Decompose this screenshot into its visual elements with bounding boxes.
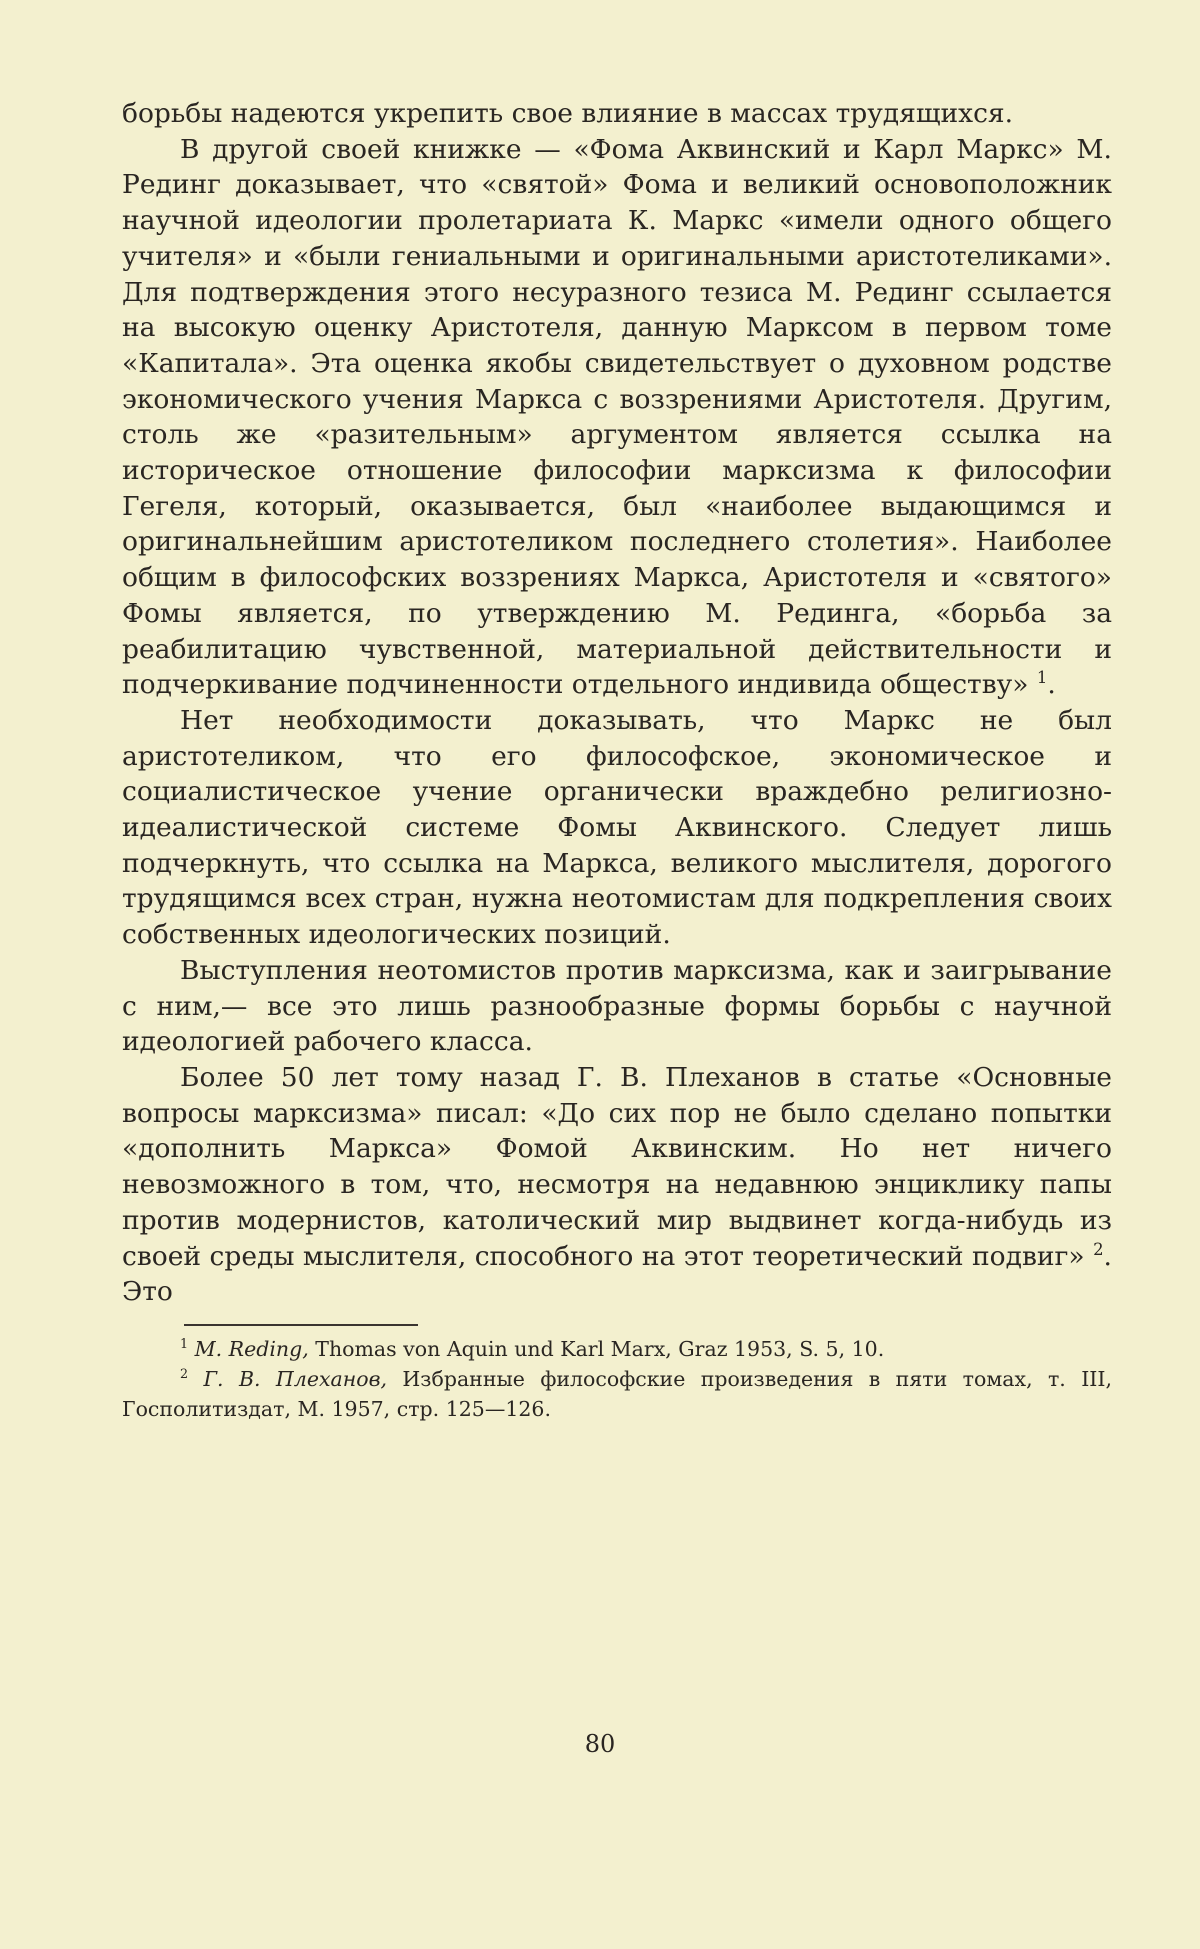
footnote-2-text: Избранные философские произведения в пяти томах, т. III, Госполитиздат, М. 1957, стр. 125—126.	[122, 1366, 1112, 1421]
footnote-1	[122, 1334, 1112, 1364]
paragraph-5-text: Более 50 лет тому назад Г. В. Плеханов в статье «Основные вопросы марксизма» писал: «До сих пор не было сделано попытки «дополнить Маркса» Фомой Аквинским. Но нет ничего невозможного в том, что, несмотря на недавнюю энциклику папы против модернистов, католический мир выдвинет когда-нибудь из своей среды мыслителя, способного на этот теоретический подвиг»	[122, 1061, 1112, 1272]
paragraph-4	[122, 953, 1112, 1060]
footnote-1-number: 1	[180, 1336, 189, 1352]
body-text	[122, 96, 1112, 1310]
paragraph-2: В другой своей книжке — «Фома Аквинский и Карл Маркс» М. Рединг доказывает, что «святой» Фома и великий основоположник научной идеологии пролетариата К. Маркс «имели одного общего учителя» и «были гениальными и оригинальными аристотеликами». Для подтверждения этого несуразного тезиса М. Рединг ссылается на высокую оценку Аристотеля, данную Марксом в первом томе «Капитала». Эта оценка якобы свидетельствует о духовном родстве экономического учения Маркса с воззрениями Аристотеля. Другим, столь же «разительным» аргументом является ссылка на историческое отношение философии марксизма к философии Гегеля, который, оказывается, был «наиболее выдающимся и оригинальнейшим аристотеликом последнего столетия». Наиболее общим в философских воззрениях Маркса, Аристотеля и «святого» Фомы является, по утверждению М. Рединга, «борьба за реабилитацию чувственной, материальной действительности и подчеркивание подчиненности отдельного индивида обществу» $^1$.	[122, 133, 1112, 701]
footnote-ref-2: 2	[1093, 1239, 1104, 1259]
footnote-ref-1: 1	[1036, 668, 1048, 688]
footnote-2-number: 2	[180, 1366, 189, 1382]
paragraph-2-text: В другой своей книжке — «Фома Аквинский и Карл Маркс» М. Рединг доказывает, что «святой» Фома и великий основоположник научной идеологии пролетариата К. Маркс «имели одного общего учителя» и «были гениальными и оригинальными аристотеликами». Для подтверждения этого несуразного тезиса М. Рединг ссылается на высокую оценку Аристотеля, данную Марксом в первом томе «Капитала». Эта оценка якобы свидетельствует о духовном родстве экономического учения Маркса с воззрениями Аристотеля. Другим, столь же «разительным» аргументом является ссылка на историческое отношение философии марксизма к философии Гегеля, который, оказывается, был «наиболее выдающимся и оригинальнейшим аристотеликом последнего столетия». Наиболее общим в философских воззрениях Маркса, Аристотеля и «святого» Фомы является, по утверждению М. Рединга, «борьба за реабилитацию чувственной, материальной действительности и подчеркивание подчиненности отдельного индивида обществу»	[122, 133, 1112, 701]
paragraph-1-text: борьбы надеются укрепить свое влияние в массах трудящихся.	[122, 98, 1014, 129]
footnote-divider	[184, 1324, 418, 1326]
footnote-1-author: M. Reding,	[194, 1336, 309, 1361]
paragraph-5-tail: . Это	[122, 1240, 1112, 1308]
footnote-1-text: Thomas von Aquin und Karl Marx, Graz 1953, S. 5, 10.	[308, 1336, 885, 1361]
paragraph-4-text: Выступления неотомистов против марксизма, как и заигрывание с ним,— все это лишь разнообразные формы борьбы с научной идеологией рабочего класса.	[122, 954, 1112, 1058]
page-number: 80	[584, 1730, 616, 1758]
paragraph-1	[122, 96, 1112, 132]
footnotes	[122, 1334, 1112, 1424]
book-page	[122, 96, 1112, 1424]
footnote-2	[122, 1364, 1112, 1424]
footnote-2-author: Г. В. Плеханов,	[203, 1366, 388, 1391]
paragraph-3	[122, 703, 1112, 953]
paragraph-5	[122, 1060, 1112, 1310]
paragraph-3-text: Нет необходимости доказывать, что Маркс не был аристотеликом, что его философское, экономическое и социалистическое учение органически враждебно религиозно-идеалистической системе Фомы Аквинского. Следует лишь подчеркнуть, что ссылка на Маркса, великого мыслителя, дорогого трудящимся всех стран, нужна неотомистам для подкрепления своих собственных идеологических позиций.	[122, 704, 1112, 951]
